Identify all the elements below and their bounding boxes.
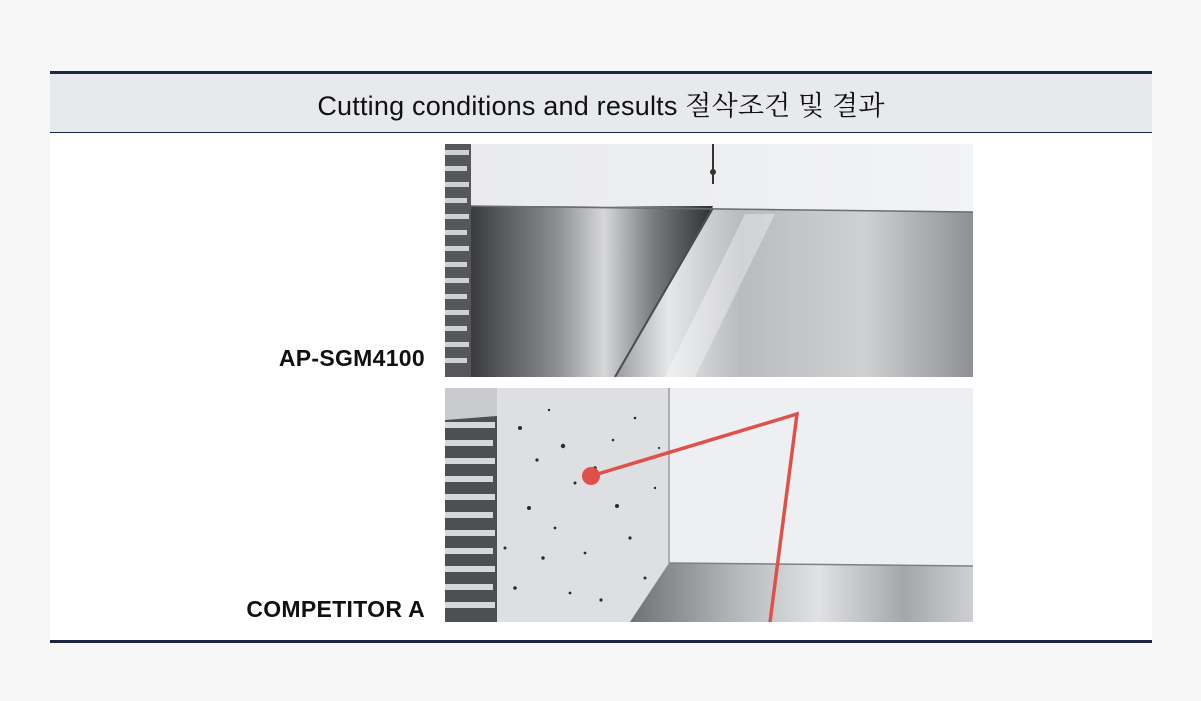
ap-sgm4100-surface-image (445, 144, 973, 377)
ap-sgm4100-photo (445, 144, 973, 377)
row-label-competitor-a: COMPETITOR A (246, 596, 425, 622)
row-label-ap-sgm4100: AP-SGM4100 (278, 345, 425, 371)
results-table (50, 71, 1152, 643)
table-title: Cutting conditions and results 절삭조건 및 결과 (50, 74, 1152, 133)
competitor-a-photo (445, 388, 973, 622)
competitor-a-surface-image (445, 388, 973, 622)
